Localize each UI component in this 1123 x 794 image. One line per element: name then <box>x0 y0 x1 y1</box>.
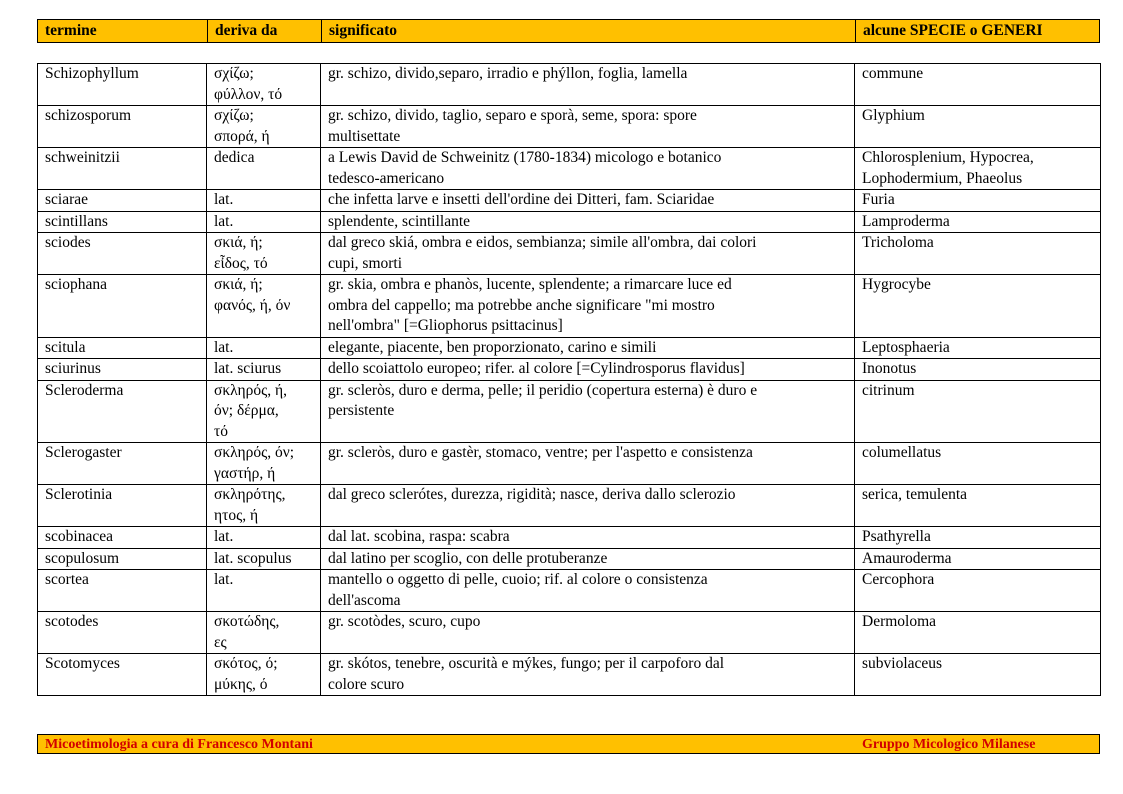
cell-termine: sciodes <box>38 233 207 275</box>
cell-significato-line: multisettate <box>328 127 401 145</box>
cell-significato-line: dal lat. scobina, raspa: scabra <box>328 528 510 545</box>
cell-significato-line: mantello o oggetto di pelle, cuoio; rif. al colore o consistenza <box>328 571 708 588</box>
cell-significato-line: elegante, piacente, ben proporzionato, carino e simili <box>328 338 657 356</box>
cell-significato <box>321 190 855 212</box>
cell-significato-line: splendente, scintillante <box>328 212 471 230</box>
cell-deriva-da-line: σκοτώδης, <box>214 613 280 630</box>
cell-deriva-da-line: σκληρός, όν; <box>214 444 295 461</box>
cell-significato-line: gr. schizo, divido, taglio, separo e sporà, seme, spora: spore <box>328 107 697 124</box>
cell-significato <box>321 233 855 275</box>
cell-specie-generi <box>855 148 1101 190</box>
cell-deriva-da-line: lat. <box>214 338 234 356</box>
footer-group-name: Gruppo Micologico Milanese <box>862 737 1036 752</box>
cell-specie-generi <box>855 485 1101 527</box>
cell-specie-generi <box>855 211 1101 233</box>
table-row <box>38 275 1101 338</box>
cell-deriva-da-line: lat. <box>214 571 234 588</box>
cell-significato-line: gr. scleròs, duro e gastèr, stomaco, ventre; per l'aspetto e consistenza <box>328 444 753 461</box>
cell-deriva-da-line: σκληρός, ή, <box>214 381 288 399</box>
table-row <box>38 190 1101 212</box>
cell-specie-generi-line: Lamproderma <box>862 212 950 230</box>
cell-deriva-da <box>207 443 321 485</box>
cell-significato-line: cupi, smorti <box>328 254 403 272</box>
cell-deriva-da-line: lat. scopulus <box>214 549 292 567</box>
cell-specie-generi-line: Amauroderma <box>862 549 952 567</box>
table-row <box>38 443 1101 485</box>
cell-specie-generi-line: Hygrocybe <box>862 276 931 293</box>
table-row <box>38 64 1101 106</box>
cell-significato-line: tedesco-americano <box>328 169 445 187</box>
cell-significato-line: gr. scleròs, duro e derma, pelle; il peridio (copertura esterna) è duro e <box>328 381 758 399</box>
cell-specie-generi <box>855 233 1101 275</box>
cell-specie-generi <box>855 570 1101 612</box>
cell-deriva-da-line: φύλλον, τό <box>214 85 283 103</box>
cell-termine: Scotomyces <box>38 654 207 696</box>
cell-specie-generi-line: Glyphium <box>862 107 925 124</box>
cell-specie-generi-line: serica, temulenta <box>862 486 968 503</box>
cell-termine: Sclerotinia <box>38 485 207 527</box>
table-row <box>38 570 1101 612</box>
table-row <box>38 337 1101 359</box>
cell-deriva-da-line: όν; δέρμα, <box>214 402 279 419</box>
cell-specie-generi <box>855 443 1101 485</box>
cell-deriva-da-line: φανός, ή, όν <box>214 296 291 314</box>
cell-deriva-da-line: σπορά, ή <box>214 127 270 145</box>
cell-termine: sciurinus <box>38 359 207 381</box>
cell-significato <box>321 106 855 148</box>
cell-deriva-da <box>207 485 321 527</box>
cell-significato <box>321 148 855 190</box>
cell-significato-line: nell'ombra" [=Gliophorus psittacinus] <box>328 317 563 334</box>
cell-specie-generi <box>855 359 1101 381</box>
cell-significato <box>321 380 855 443</box>
cell-termine: Sclerogaster <box>38 443 207 485</box>
cell-deriva-da-line: lat. <box>214 191 234 208</box>
cell-deriva-da-line: σκότος, ό; <box>214 655 278 672</box>
cell-deriva-da-line: ητος, ή <box>214 506 259 524</box>
cell-deriva-da <box>207 570 321 612</box>
cell-specie-generi <box>855 654 1101 696</box>
cell-termine: scitula <box>38 337 207 359</box>
cell-deriva-da <box>207 654 321 696</box>
cell-termine: schweinitzii <box>38 148 207 190</box>
cell-significato-line: dal greco sclerótes, durezza, rigidità; nasce, deriva dallo sclerozio <box>328 486 736 503</box>
cell-significato-line: dal latino per scoglio, con delle protuberanze <box>328 549 608 567</box>
cell-deriva-da-line: σκιά, ή; <box>214 276 263 293</box>
cell-deriva-da-line: γαστήρ, ή <box>214 464 276 482</box>
cell-specie-generi <box>855 106 1101 148</box>
cell-deriva-da-line: lat. sciurus <box>214 360 282 377</box>
cell-significato-line: dell'ascoma <box>328 591 401 609</box>
cell-specie-generi-line: Cercophora <box>862 571 935 588</box>
cell-deriva-da <box>207 148 321 190</box>
cell-significato-line: ombra del cappello; ma potrebbe anche significare "mi mostro <box>328 296 715 314</box>
cell-deriva-da <box>207 64 321 106</box>
cell-deriva-da-line: lat. <box>214 528 234 545</box>
footer-bar <box>37 734 1100 754</box>
cell-specie-generi-line: Tricholoma <box>862 234 934 251</box>
header-termine: termine <box>45 22 97 39</box>
cell-specie-generi-line: Leptosphaeria <box>862 338 950 356</box>
cell-deriva-da-line: εἶδος, τό <box>214 254 268 272</box>
cell-deriva-da <box>207 612 321 654</box>
table-row <box>38 359 1101 381</box>
header-deriva-da: deriva da <box>207 20 321 42</box>
cell-significato <box>321 275 855 338</box>
cell-deriva-da <box>207 211 321 233</box>
cell-deriva-da <box>207 275 321 338</box>
cell-termine: sciarae <box>38 190 207 212</box>
cell-significato-line: dello scoiattolo europeo; rifer. al colore [=Cylindrosporus flavidus] <box>328 360 745 377</box>
cell-deriva-da-line: σκληρότης, <box>214 486 286 503</box>
header-specie-generi: alcune SPECIE o GENERI <box>855 20 1100 42</box>
cell-deriva-da <box>207 106 321 148</box>
cell-specie-generi <box>855 337 1101 359</box>
cell-specie-generi <box>855 275 1101 338</box>
cell-significato <box>321 527 855 549</box>
cell-specie-generi <box>855 190 1101 212</box>
cell-specie-generi-line: subviolaceus <box>862 655 943 672</box>
cell-deriva-da-line: μύκης, ό <box>214 675 268 693</box>
cell-deriva-da <box>207 527 321 549</box>
cell-significato-line: che infetta larve e insetti dell'ordine dei Ditteri, fam. Sciaridae <box>328 191 715 208</box>
cell-significato-line: gr. scotòdes, scuro, cupo <box>328 613 481 630</box>
cell-deriva-da-line: lat. <box>214 212 234 230</box>
cell-termine: Schizophyllum <box>38 64 207 106</box>
cell-significato <box>321 64 855 106</box>
cell-specie-generi-line: Lophodermium, Phaeolus <box>862 169 1023 187</box>
cell-significato <box>321 548 855 570</box>
cell-deriva-da-line: dedica <box>214 149 255 166</box>
cell-termine: scobinacea <box>38 527 207 549</box>
etymology-table <box>37 63 1101 696</box>
cell-deriva-da <box>207 233 321 275</box>
cell-deriva-da-line: σκιά, ή; <box>214 234 263 251</box>
header-bar <box>37 19 1100 43</box>
cell-deriva-da-line: ες <box>214 633 227 651</box>
table-row <box>38 485 1101 527</box>
cell-specie-generi <box>855 612 1101 654</box>
cell-specie-generi <box>855 64 1101 106</box>
cell-deriva-da <box>207 337 321 359</box>
cell-specie-generi-line: citrinum <box>862 381 915 399</box>
cell-deriva-da-line: σχίζω; <box>214 65 254 82</box>
cell-specie-generi-line: Inonotus <box>862 360 917 377</box>
cell-significato <box>321 443 855 485</box>
cell-deriva-da <box>207 190 321 212</box>
table-row <box>38 380 1101 443</box>
table-row <box>38 106 1101 148</box>
cell-specie-generi <box>855 380 1101 443</box>
cell-specie-generi-line: columellatus <box>862 444 942 461</box>
cell-significato <box>321 211 855 233</box>
cell-significato <box>321 337 855 359</box>
table-row <box>38 148 1101 190</box>
cell-specie-generi-line: Chlorosplenium, Hypocrea, <box>862 149 1034 166</box>
cell-deriva-da <box>207 380 321 443</box>
cell-deriva-da-line: σχίζω; <box>214 107 254 124</box>
cell-termine: scortea <box>38 570 207 612</box>
cell-specie-generi-line: commune <box>862 65 924 82</box>
cell-termine: scintillans <box>38 211 207 233</box>
cell-specie-generi-line: Dermoloma <box>862 613 937 630</box>
cell-significato-line: gr. schizo, divido,separo, irradio e phýllon, foglia, lamella <box>328 65 688 82</box>
cell-significato <box>321 654 855 696</box>
cell-termine: sciophana <box>38 275 207 338</box>
cell-significato-line: dal greco skiá, ombra e eidos, sembianza; simile all'ombra, dai colori <box>328 234 757 251</box>
table-row <box>38 612 1101 654</box>
cell-significato-line: gr. skótos, tenebre, oscurità e mýkes, fungo; per il carpoforo dal <box>328 655 724 672</box>
cell-deriva-da <box>207 359 321 381</box>
cell-significato <box>321 485 855 527</box>
cell-significato-line: colore scuro <box>328 675 405 693</box>
table-row <box>38 211 1101 233</box>
cell-termine: scopulosum <box>38 548 207 570</box>
cell-specie-generi-line: Psathyrella <box>862 528 931 545</box>
cell-significato-line: a Lewis David de Schweinitz (1780-1834) micologo e botanico <box>328 149 722 166</box>
header-significato: significato <box>321 20 855 42</box>
cell-significato <box>321 359 855 381</box>
cell-specie-generi <box>855 527 1101 549</box>
footer-credits: Micoetimologia a cura di Francesco Montani <box>45 737 313 752</box>
cell-specie-generi <box>855 548 1101 570</box>
cell-specie-generi-line: Furia <box>862 191 895 208</box>
cell-deriva-da-line: τό <box>214 422 228 440</box>
table-row <box>38 527 1101 549</box>
cell-deriva-da <box>207 548 321 570</box>
cell-termine: schizosporum <box>38 106 207 148</box>
cell-significato-line: persistente <box>328 402 395 419</box>
cell-significato-line: gr. skia, ombra e phanòs, lucente, splendente; a rimarcare luce ed <box>328 276 732 293</box>
cell-termine: Scleroderma <box>38 380 207 443</box>
cell-termine: scotodes <box>38 612 207 654</box>
table-row <box>38 654 1101 696</box>
table-row <box>38 548 1101 570</box>
table-row <box>38 233 1101 275</box>
cell-significato <box>321 612 855 654</box>
cell-significato <box>321 570 855 612</box>
